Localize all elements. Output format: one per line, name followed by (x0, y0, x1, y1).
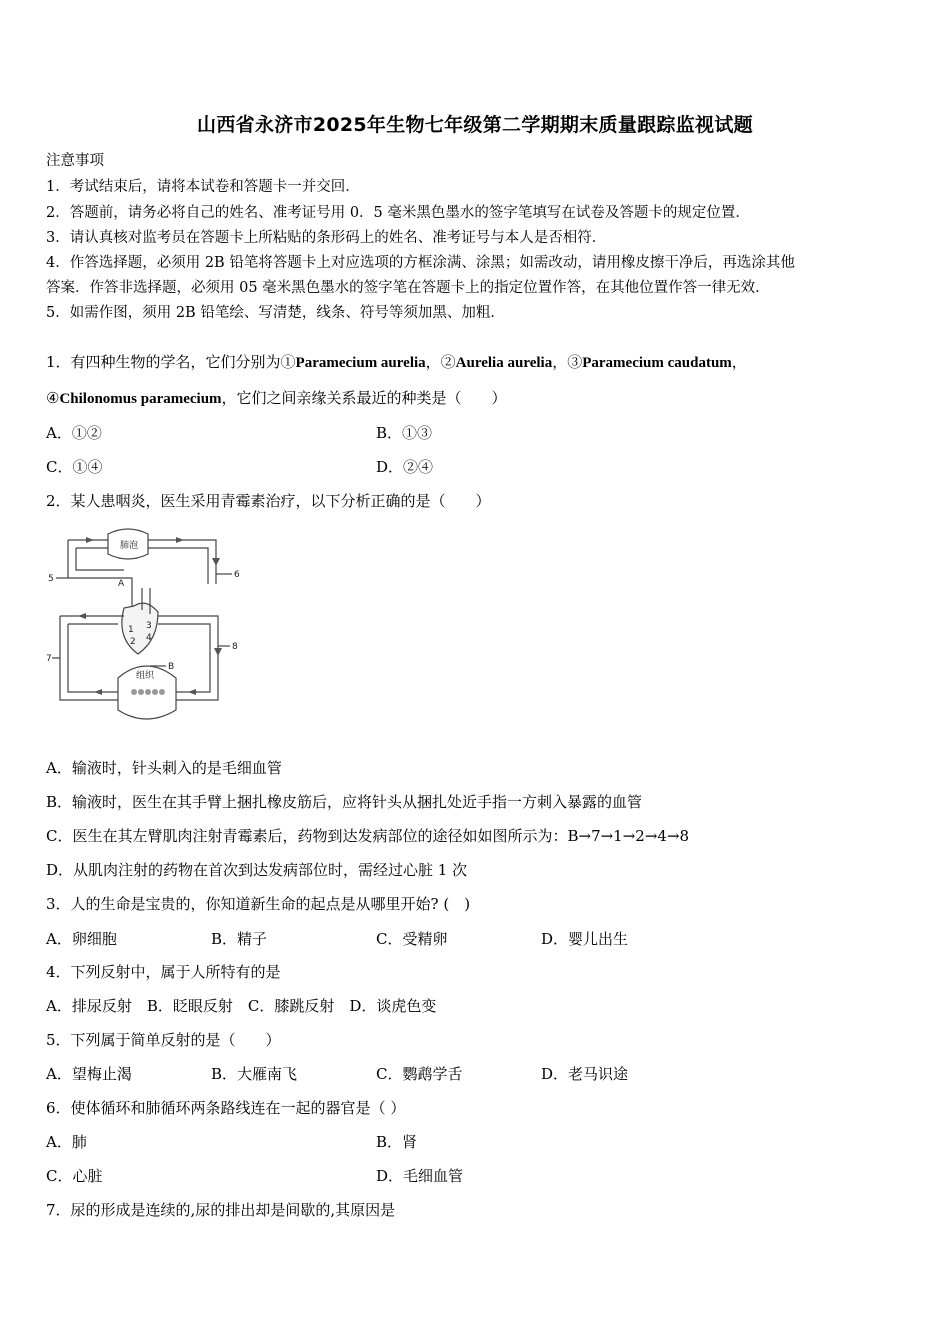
question-5-stem: 5．下列属于简单反射的是（ ） (46, 1031, 281, 1049)
q2-option-d[interactable]: D．从肌肉注射的药物在首次到达发病部位时，需经过心脏 1 次 (46, 861, 468, 879)
label-6: 6 (234, 570, 240, 580)
label-7: 7 (46, 654, 52, 664)
question-7-stem: 7．尿的形成是连续的,尿的排出却是间歇的,其原因是 (46, 1201, 396, 1219)
question-1-stem-line2 (46, 388, 507, 409)
q1-name-2: Aurelia aurelia (455, 355, 553, 371)
q3-option-a[interactable]: A．卵细胞 (46, 930, 117, 948)
q5-option-c[interactable]: C．鹦鹉学舌 (376, 1065, 463, 1083)
q3-option-c[interactable]: C．受精卵 (376, 930, 448, 948)
label-tissue: 组织 (136, 671, 155, 681)
label-8: 8 (232, 642, 238, 652)
question-1-stem-line1 (46, 352, 747, 373)
question-3-stem: 3．人的生命是宝贵的，你知道新生命的起点是从哪里开始? ( ) (46, 895, 471, 913)
q4-options[interactable]: A．排尿反射 B．眨眼反射 C．膝跳反射 D．谈虎色变 (46, 997, 437, 1015)
label-2: 2 (130, 637, 136, 647)
label-alveolus: 肺泡 (120, 541, 139, 551)
note-item: 2．答题前，请务必将自己的姓名、准考证号用 0．5 毫米黑色墨水的签字笔填写在试卷及答题卡的规定位置． (46, 205, 750, 221)
q1-name-3: Paramecium caudatum (582, 355, 732, 371)
q1-text-part: ，② (425, 353, 456, 371)
q1-name-1: Paramecium aurelia (295, 355, 426, 371)
q5-option-d[interactable]: D．老马识途 (541, 1065, 629, 1083)
q2-option-c[interactable]: C．医生在其左臂肌肉注射青霉素后，药物到达发病部位的途径如如图所示为：B→7→1→2→4→8 (46, 827, 690, 845)
question-4-stem: 4．下列反射中，属于人所特有的是 (46, 963, 281, 981)
q1-name-4: Chilonomus paramecium (59, 391, 222, 407)
blood-circulation-diagram (46, 528, 246, 724)
q1-text-part: 1．有四种生物的学名，它们分别为① (46, 353, 296, 371)
label-b: B (168, 662, 175, 672)
label-5: 5 (48, 574, 54, 584)
q1-option-a[interactable]: A．①② (46, 424, 102, 442)
q1-option-c[interactable]: C．①④ (46, 458, 103, 476)
q6-option-a[interactable]: A．肺 (46, 1133, 87, 1151)
q1-option-d[interactable]: D．②④ (376, 458, 434, 476)
note-item: 1．考试结束后，请将本试卷和答题卡一并交回． (46, 179, 360, 195)
q6-option-b[interactable]: B．肾 (376, 1133, 418, 1151)
label-3: 3 (146, 621, 152, 631)
note-item: 答案．作答非选择题，必须用 05 毫米黑色墨水的签字笔在答题卡上的指定位置作答，在其他位置作答一律无效． (46, 280, 770, 296)
q1-text-part: ， (731, 353, 747, 371)
question-2-stem: 2．某人患咽炎，医生采用青霉素治疗，以下分析正确的是（ ） (46, 492, 491, 510)
note-item: 5．如需作图，须用 2B 铅笔绘、写清楚，线条、符号等须加黑、加粗． (46, 305, 505, 321)
pulmonary-artery-path (68, 540, 132, 616)
q2-option-a[interactable]: A．输液时，针头刺入的是毛细血管 (46, 759, 282, 777)
label-1: 1 (128, 625, 134, 635)
q2-option-b[interactable]: B．输液时，医生在其手臂上捆扎橡皮筋后，应将针头从捆扎处近手指一方刺入暴露的血管 (46, 793, 643, 811)
q5-option-a[interactable]: A．望梅止渴 (46, 1065, 132, 1083)
q3-option-d[interactable]: D．婴儿出生 (541, 930, 629, 948)
q1-text-part: ，③ (552, 353, 583, 371)
q1-text-part: ④ (46, 389, 60, 407)
q6-option-d[interactable]: D．毛细血管 (376, 1167, 464, 1185)
label-4: 4 (146, 633, 152, 643)
note-item: 3．请认真核对监考员在答题卡上所粘贴的条形码上的姓名、准考证号与本人是否相符． (46, 230, 607, 246)
page-title: 山西省永济市2025年生物七年级第二学期期末质量跟踪监视试题 (197, 114, 753, 136)
circulation-svg (46, 528, 246, 724)
notes-heading: 注意事项 (46, 153, 104, 169)
label-a: A (118, 579, 125, 589)
note-item: 4．作答选择题，必须用 2B 铅笔将答题卡上对应选项的方框涂满、涂黑；如需改动，请用橡皮擦干净后，再选涂其他 (46, 255, 795, 271)
question-6-stem: 6．使体循环和肺循环两条路线连在一起的器官是（ ） (46, 1099, 406, 1117)
q1-text-part: ，它们之间亲缘关系最近的种类是（ ） (221, 389, 507, 407)
q1-option-b[interactable]: B．①③ (376, 424, 433, 442)
q5-option-b[interactable]: B．大雁南飞 (211, 1065, 298, 1083)
q3-option-b[interactable]: B．精子 (211, 930, 268, 948)
q6-option-c[interactable]: C．心脏 (46, 1167, 103, 1185)
